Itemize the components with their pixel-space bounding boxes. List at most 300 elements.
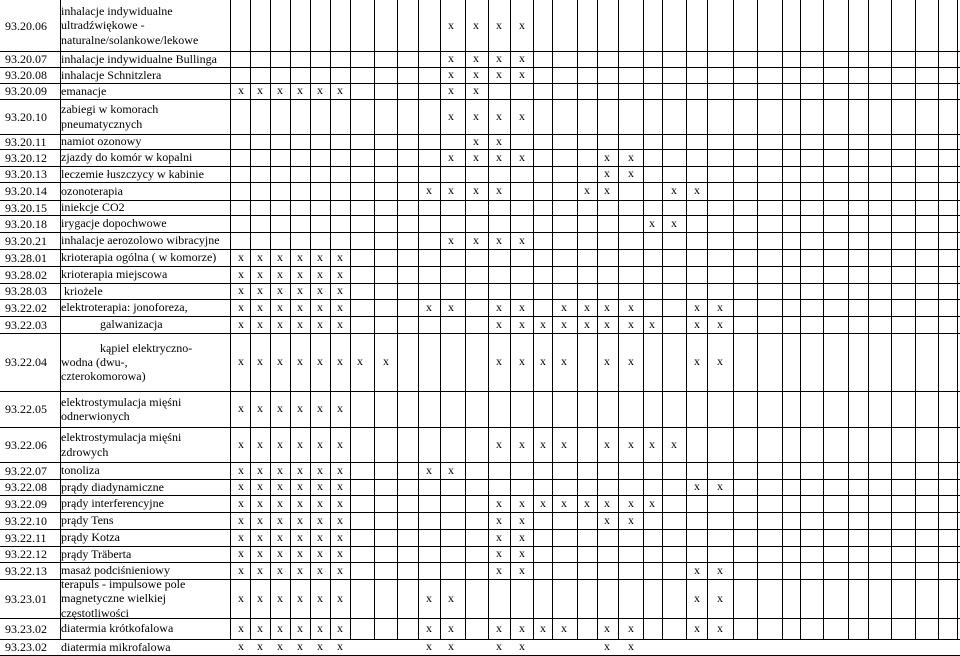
mark-x: x [448, 620, 454, 635]
mark-x: x [337, 620, 343, 635]
mark-x: x [337, 436, 343, 451]
mark-x: x [448, 462, 454, 477]
table-row [0, 333, 960, 391]
mark-x: x [277, 620, 283, 635]
mark-x: x [604, 512, 610, 527]
mark-x: x [448, 183, 454, 197]
mark-x: x [238, 590, 244, 605]
table-row [0, 546, 960, 562]
table-row [0, 427, 960, 462]
mark-x: x [337, 639, 343, 653]
mark-x: x [519, 108, 525, 123]
mark-x: x [238, 436, 244, 451]
mark-x: x [297, 462, 303, 477]
mark-x: x [297, 479, 303, 493]
mark-x: x [694, 479, 700, 493]
mark-x: x [238, 546, 244, 560]
mark-x: x [257, 546, 263, 560]
procedure-name-line: inhalacje indywidualne Bullinga [61, 51, 217, 66]
mark-x: x [297, 401, 303, 415]
mark-x: x [297, 83, 303, 97]
mark-x: x [448, 51, 454, 65]
mark-x: x [671, 436, 677, 451]
mark-x: x [694, 620, 700, 635]
mark-x: x [337, 83, 343, 97]
table-row [0, 618, 960, 639]
mark-x: x [277, 401, 283, 415]
procedure-code: 93.20.09 [5, 84, 47, 98]
mark-x: x [317, 299, 323, 314]
mark-x: x [426, 590, 432, 605]
procedure-name-line: leczemie łuszczycy w kabinie [61, 166, 204, 181]
mark-x: x [238, 83, 244, 97]
mark-x: x [540, 316, 546, 331]
procedure-name-line: prądy interferencyjne [61, 496, 164, 511]
procedure-code: 93.22.10 [5, 513, 47, 528]
table-row [0, 562, 960, 579]
mark-x: x [604, 436, 610, 451]
table-row [0, 316, 960, 333]
table-row [0, 639, 960, 655]
mark-x: x [717, 590, 723, 605]
mark-x: x [297, 495, 303, 510]
mark-x: x [297, 590, 303, 605]
mark-x: x [297, 639, 303, 653]
mark-x: x [317, 249, 323, 264]
procedure-code: 93.20.10 [5, 109, 47, 124]
procedure-name-line: krioterapia ogólna ( w komorze) [61, 250, 217, 265]
mark-x: x [238, 249, 244, 264]
mark-x: x [238, 354, 244, 368]
mark-x: x [297, 620, 303, 635]
procedure-name-line: diatermia mikrofalowa [61, 639, 171, 654]
mark-x: x [257, 316, 263, 331]
procedure-name [61, 182, 229, 200]
procedure-name-line: ozonoterapia [61, 183, 123, 198]
mark-x: x [561, 354, 567, 368]
procedure-name [61, 479, 229, 495]
mark-x: x [628, 512, 634, 527]
procedure-code: 93.28.03 [5, 284, 47, 298]
mark-x: x [448, 149, 454, 164]
mark-x: x [519, 436, 525, 451]
procedure-code: 93.20.08 [5, 68, 47, 82]
mark-x: x [317, 546, 323, 560]
procedure-name [61, 579, 229, 618]
procedure-code: 93.28.02 [5, 267, 47, 282]
mark-x: x [277, 83, 283, 97]
mark-x: x [628, 639, 634, 653]
mark-x: x [628, 620, 634, 635]
mark-x: x [426, 299, 432, 314]
table-row [0, 391, 960, 427]
table-row [0, 166, 960, 182]
mark-x: x [337, 590, 343, 605]
procedure-name [61, 283, 229, 299]
procedure-name-line: elektrostymulacja mięśni [61, 430, 182, 445]
mark-x: x [694, 299, 700, 314]
mark-x: x [257, 479, 263, 493]
mark-x: x [473, 83, 479, 97]
mark-x: x [277, 462, 283, 477]
procedure-name-line: masaż podciśnieniowy [61, 563, 170, 578]
mark-x: x [604, 354, 610, 368]
mark-x: x [238, 479, 244, 493]
procedure-name-line: terapuls - impulsowe pole [61, 577, 186, 592]
mark-x: x [277, 590, 283, 605]
mark-x: x [649, 436, 655, 451]
mark-x: x [317, 436, 323, 451]
mark-x: x [649, 495, 655, 510]
procedure-name [61, 266, 229, 283]
mark-x: x [337, 462, 343, 477]
mark-x: x [671, 215, 677, 230]
mark-x: x [297, 562, 303, 577]
mark-x: x [277, 436, 283, 451]
procedure-name-line: prądy Kotza [61, 530, 120, 545]
procedure-name [61, 0, 229, 51]
mark-x: x [297, 512, 303, 527]
procedure-code: 93.22.03 [5, 317, 47, 332]
procedure-name [61, 529, 229, 546]
mark-x: x [604, 620, 610, 635]
procedure-name [61, 51, 229, 67]
mark-x: x [496, 108, 502, 123]
mark-x: x [357, 354, 363, 368]
mark-x: x [426, 183, 432, 197]
procedure-name-line: wodna (dwu-, [61, 354, 128, 369]
mark-x: x [649, 215, 655, 230]
procedure-name-line: tonoliza [61, 463, 100, 478]
mark-x: x [496, 299, 502, 314]
mark-x: x [297, 354, 303, 368]
procedure-name-line: galwanizacja [61, 317, 163, 332]
procedure-code: 93.23.02 [5, 621, 47, 636]
mark-x: x [317, 479, 323, 493]
procedure-name-line: ultradźwiękowe - [61, 18, 145, 33]
mark-x: x [277, 316, 283, 331]
mark-x: x [448, 83, 454, 97]
mark-x: x [337, 266, 343, 281]
mark-x: x [337, 529, 343, 544]
mark-x: x [694, 354, 700, 368]
table-row [0, 149, 960, 166]
mark-x: x [337, 299, 343, 314]
mark-x: x [277, 512, 283, 527]
procedure-name [61, 83, 229, 99]
mark-x: x [337, 249, 343, 264]
table-row [0, 495, 960, 512]
mark-x: x [238, 529, 244, 544]
mark-x: x [584, 495, 590, 510]
mark-x: x [519, 639, 525, 653]
mark-x: x [257, 283, 263, 297]
procedure-code: 93.20.14 [5, 184, 47, 198]
mark-x: x [297, 316, 303, 331]
mark-x: x [448, 17, 454, 32]
table-row [0, 462, 960, 479]
mark-x: x [496, 67, 502, 81]
mark-x: x [277, 479, 283, 493]
mark-x: x [628, 316, 634, 331]
mark-x: x [628, 149, 634, 164]
procedure-name [61, 166, 229, 182]
mark-x: x [628, 436, 634, 451]
mark-x: x [519, 149, 525, 164]
procedure-code: 93.20.07 [5, 52, 47, 66]
mark-x: x [277, 495, 283, 510]
mark-x: x [496, 495, 502, 510]
procedure-code: 93.20.11 [5, 134, 47, 149]
procedure-name-line: inhalacje indywidualne [61, 4, 173, 19]
mark-x: x [496, 51, 502, 65]
mark-x: x [496, 620, 502, 635]
mark-x: x [317, 283, 323, 297]
mark-x: x [519, 562, 525, 577]
mark-x: x [628, 299, 634, 314]
procedure-code: 93.22.02 [5, 300, 47, 315]
procedure-name-line: inhalacje Schnitzlera [61, 67, 162, 82]
mark-x: x [257, 462, 263, 477]
mark-x: x [519, 529, 525, 544]
procedure-code: 93.23.01 [5, 591, 47, 606]
procedure-name-line: krioterapia miejscowa [61, 267, 168, 282]
procedure-code: 93.22.13 [5, 563, 47, 578]
mark-x: x [496, 183, 502, 197]
table-row [0, 283, 960, 299]
table-row [0, 67, 960, 83]
mark-x: x [519, 299, 525, 314]
mark-x: x [337, 479, 343, 493]
mark-x: x [297, 436, 303, 451]
procedure-code: 93.20.06 [5, 18, 47, 33]
table-row [0, 266, 960, 283]
mark-x: x [238, 401, 244, 415]
mark-x: x [238, 462, 244, 477]
mark-x: x [317, 512, 323, 527]
mark-x: x [496, 529, 502, 544]
mark-x: x [317, 529, 323, 544]
mark-x: x [584, 183, 590, 197]
mark-x: x [561, 436, 567, 451]
mark-x: x [238, 495, 244, 510]
table-row [0, 99, 960, 134]
procedure-name-line: kriożele [61, 283, 103, 298]
mark-x: x [257, 639, 263, 653]
procedure-name-line: zjazdy do komór w kopalni [61, 150, 193, 165]
procedure-code: 93.28.01 [5, 250, 47, 265]
mark-x: x [257, 590, 263, 605]
mark-x: x [649, 316, 655, 331]
table-row [0, 200, 960, 215]
mark-x: x [671, 183, 677, 197]
mark-x: x [317, 354, 323, 368]
procedure-code: 93.23.02 [5, 640, 47, 654]
mark-x: x [337, 354, 343, 368]
mark-x: x [604, 639, 610, 653]
table-row [0, 182, 960, 200]
procedure-name-line: prądy Träberta [61, 546, 132, 561]
procedure-name [61, 546, 229, 562]
procedure-name [61, 618, 229, 639]
procedure-name-line: inhalacje aerozolowo wibracyjne [61, 233, 220, 248]
mark-x: x [473, 133, 479, 148]
mark-x: x [519, 51, 525, 65]
mark-x: x [238, 299, 244, 314]
mark-x: x [584, 316, 590, 331]
mark-x: x [519, 620, 525, 635]
mark-x: x [277, 299, 283, 314]
mark-x: x [238, 620, 244, 635]
mark-x: x [448, 67, 454, 81]
mark-x: x [257, 401, 263, 415]
mark-x: x [257, 354, 263, 368]
mark-x: x [337, 512, 343, 527]
procedure-code: 93.20.21 [5, 233, 47, 248]
procedure-name-line: elektrostymulacja mięśni [61, 394, 182, 409]
mark-x: x [717, 299, 723, 314]
mark-x: x [257, 299, 263, 314]
mark-x: x [448, 639, 454, 653]
mark-x: x [257, 249, 263, 264]
mark-x: x [694, 590, 700, 605]
procedure-code: 93.20.18 [5, 216, 47, 231]
mark-x: x [257, 495, 263, 510]
mark-x: x [337, 495, 343, 510]
mark-x: x [257, 266, 263, 281]
procedure-name [61, 299, 229, 316]
mark-x: x [496, 17, 502, 32]
procedure-name-line: naturalne/solankowe/lekowe [61, 32, 199, 47]
mark-x: x [317, 620, 323, 635]
mark-x: x [519, 67, 525, 81]
mark-x: x [426, 639, 432, 653]
procedure-name [61, 512, 229, 529]
table-row [0, 51, 960, 67]
mark-x: x [337, 316, 343, 331]
mark-x: x [561, 620, 567, 635]
mark-x: x [540, 354, 546, 368]
procedure-name-line: iniekcje CO2 [61, 200, 125, 215]
mark-x: x [277, 354, 283, 368]
mark-x: x [496, 546, 502, 560]
procedure-name [61, 249, 229, 266]
table-row [0, 0, 960, 51]
mark-x: x [628, 166, 634, 180]
procedure-name [61, 232, 229, 249]
procedure-code: 93.22.07 [5, 463, 47, 478]
mark-x: x [317, 639, 323, 653]
procedure-code: 93.22.06 [5, 437, 47, 452]
procedure-code: 93.22.12 [5, 547, 47, 561]
mark-x: x [473, 232, 479, 247]
table-row [0, 529, 960, 546]
procedure-code: 93.20.15 [5, 200, 47, 215]
mark-x: x [383, 354, 389, 368]
mark-x: x [496, 562, 502, 577]
mark-x: x [519, 512, 525, 527]
mark-x: x [519, 232, 525, 247]
procedure-name [61, 333, 229, 391]
mark-x: x [717, 479, 723, 493]
mark-x: x [694, 316, 700, 331]
mark-x: x [257, 436, 263, 451]
mark-x: x [473, 67, 479, 81]
procedure-name-line: namiot ozonowy [61, 134, 142, 149]
mark-x: x [317, 401, 323, 415]
procedure-name [61, 391, 229, 427]
mark-x: x [717, 316, 723, 331]
procedure-name [61, 67, 229, 83]
mark-x: x [519, 316, 525, 331]
mark-x: x [297, 266, 303, 281]
mark-x: x [238, 266, 244, 281]
table-row [0, 134, 960, 149]
mark-x: x [496, 232, 502, 247]
procedure-code: 93.20.13 [5, 167, 47, 181]
mark-x: x [337, 546, 343, 560]
mark-x: x [317, 316, 323, 331]
procedure-name-line: zabiegi w komorach [61, 102, 159, 117]
mark-x: x [317, 83, 323, 97]
mark-x: x [496, 133, 502, 148]
procedure-name [61, 134, 229, 149]
mark-x: x [257, 562, 263, 577]
mark-x: x [238, 562, 244, 577]
mark-x: x [238, 283, 244, 297]
table-row [0, 83, 960, 99]
mark-x: x [628, 354, 634, 368]
mark-x: x [604, 316, 610, 331]
procedure-name-line: diatermia krótkofalowa [61, 621, 174, 636]
mark-x: x [604, 495, 610, 510]
mark-x: x [717, 562, 723, 577]
mark-x: x [604, 149, 610, 164]
mark-x: x [496, 316, 502, 331]
procedure-code: 93.22.09 [5, 496, 47, 511]
mark-x: x [717, 354, 723, 368]
table-row [0, 249, 960, 266]
table-row [0, 579, 960, 618]
procedure-name [61, 639, 229, 655]
table-row [0, 215, 960, 232]
mark-x: x [277, 266, 283, 281]
procedure-name-line: częstotliwości [61, 605, 129, 620]
mark-x: x [257, 529, 263, 544]
procedure-code: 93.22.08 [5, 480, 47, 494]
procedure-name [61, 200, 229, 215]
table-row [0, 512, 960, 529]
mark-x: x [473, 51, 479, 65]
mark-x: x [257, 512, 263, 527]
procedure-name-line: magnetyczne wielkiej [61, 591, 166, 606]
procedure-name-line: prądy Tens [61, 513, 114, 528]
procedure-name [61, 99, 229, 134]
mark-x: x [540, 436, 546, 451]
mark-x: x [238, 512, 244, 527]
procedure-code: 93.22.11 [5, 530, 47, 545]
mark-x: x [519, 17, 525, 32]
mark-x: x [584, 299, 590, 314]
procedure-name-line: prądy diadynamiczne [61, 479, 164, 494]
mark-x: x [297, 546, 303, 560]
mark-x: x [717, 620, 723, 635]
mark-x: x [277, 249, 283, 264]
mark-x: x [317, 590, 323, 605]
mark-x: x [238, 316, 244, 331]
procedure-name-line: elektroterapia: jonoforeza, [61, 300, 188, 315]
mark-x: x [540, 495, 546, 510]
